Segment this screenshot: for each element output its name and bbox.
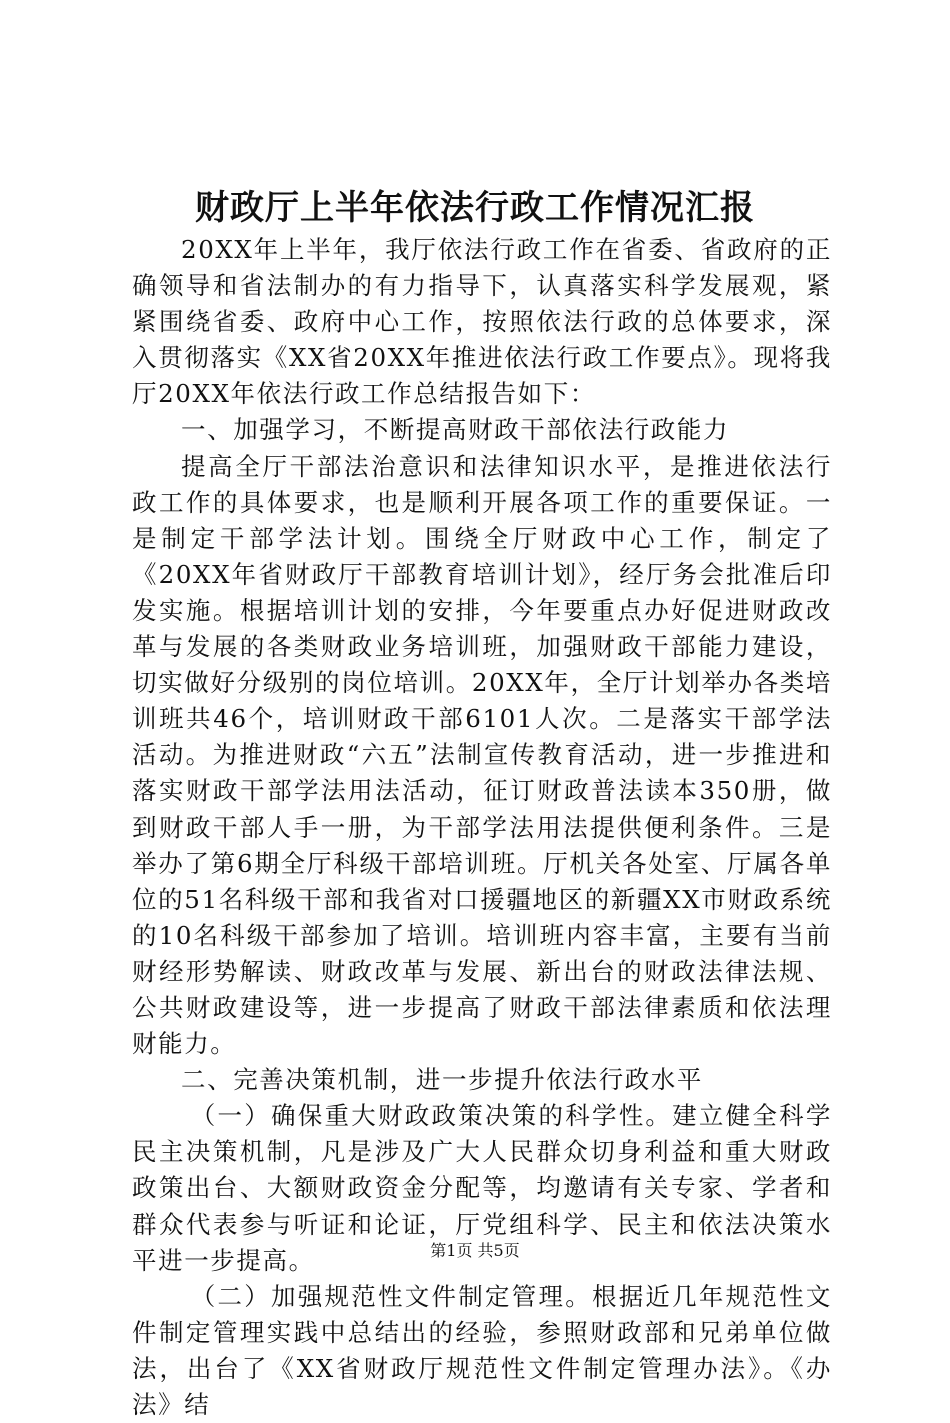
subsection-paragraph-1: （一）确保重大财政政策决策的科学性。建立健全科学民主决策机制，凡是涉及广大人民群众切身利益和重大财政政策出台、大额财政资金分配等，均邀请有关专家、学者和群众代表参与听证和论证，厅党组科学、民主和依法决策水平进一步提高。 <box>132 1101 832 1275</box>
section-heading-1: 一、加强学习，不断提高财政干部依法行政能力 <box>181 415 730 445</box>
section-heading-2: 二、完善决策机制，进一步提升依法行政水平 <box>181 1065 703 1095</box>
intro-paragraph: 20XX年上半年，我厅依法行政工作在省委、省政府的正确领导和省法制办的有力指导下，认真落实科学发展观，紧紧围绕省委、政府中心工作，按照依法行政的总体要求，深入贯彻落实《XX省20XX年推进依法行政工作要点》。现将我厅20XX年依法行政工作总结报告如下： <box>132 235 832 409</box>
subsection-paragraph-2: （二）加强规范性文件制定管理。根据近几年规范性文件制定管理实践中总结出的经验，参照财政部和兄弟单位做法，出台了《XX省财政厅规范性文件制定管理办法》。《办法》结 <box>132 1281 832 1419</box>
page-number-footer: 第1页 共5页 <box>430 1241 520 1260</box>
document-title: 财政厅上半年依法行政工作情况汇报 <box>195 188 755 228</box>
section-paragraph-1: 提高全厅干部法治意识和法律知识水平，是推进依法行政工作的具体要求，也是顺利开展各项工作的重要保证。一是制定干部学法计划。围绕全厅财政中心工作，制定了《20XX年省财政厅干部教育培训计划》，经厅务会批准后印发实施。根据培训计划的安排，今年要重点办好促进财政改革与发展的各类财政业务培训班，加强财政干部能力建设，切实做好分级别的岗位培训。20XX年，全厅计划举办各类培训班共46个，培训财政干部6101人次。二是落实干部学法活动。为推进财政“六五”法制宣传教育活动，进一步推进和落实财政干部学法用法活动，征订财政普法读本350册，做到财政干部人手一册，为干部学法用法提供便利条件。三是举办了第6期全厅科级干部培训班。厅机关各处室、厅属各单位的51名科级干部和我省对口援疆地区的新疆XX市财政系统的10名科级干部参加了培训。培训班内容丰富，主要有当前财经形势解读、财政改革与发展、新出台的财政法律法规、公共财政建设等，进一步提高了财政干部法律素质和依法理财能力。 <box>132 451 832 1059</box>
